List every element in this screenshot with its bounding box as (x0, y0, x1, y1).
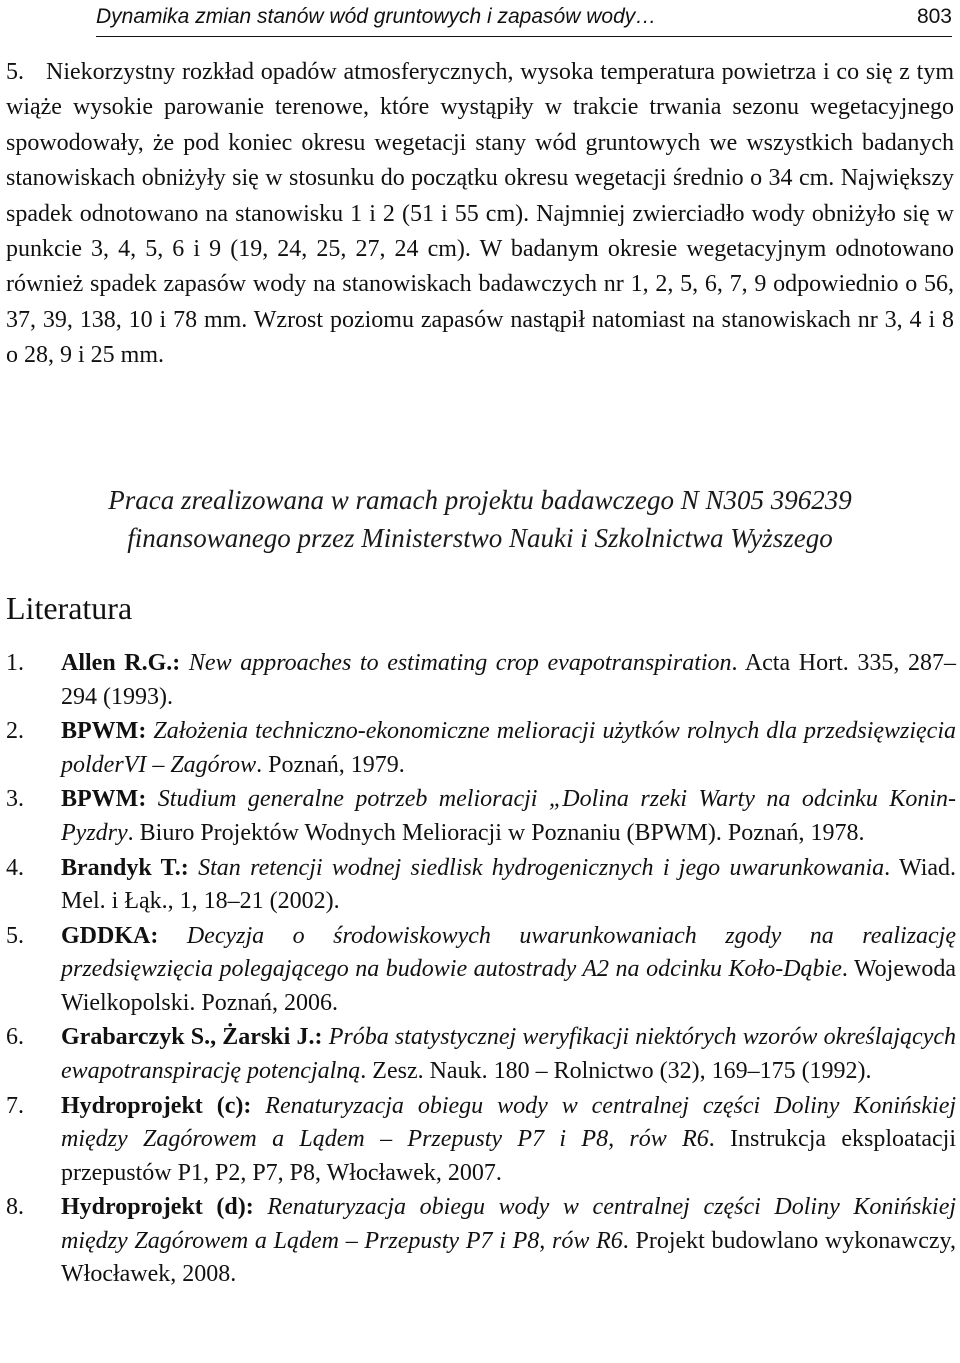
acknowledgement-line-1: Praca zrealizowana w ramach projektu badawczego N N305 396239 (108, 485, 852, 515)
reference-details: . Acta Hort. 335, 287–294 (1993). (61, 650, 956, 710)
reference-authors: GDDKA: (61, 922, 159, 949)
reference-authors: Brandyk T.: (61, 854, 189, 881)
reference-number: 4. (6, 854, 24, 881)
reference-title: Studium generalne potrzeb melioracji „Dolina rzeki Warty na odcinku Konin-Pyzdry (61, 786, 956, 846)
reference-details: . Wojewoda Wielkopolski. Poznań, 2006. (61, 956, 956, 1016)
reference-item (6, 715, 956, 782)
acknowledgement-line-2: finansowanego przez Ministerstwo Nauki i Szkolnictwa Wyższego (127, 523, 833, 553)
reference-title: New approaches to estimating crop evapotranspiration (188, 650, 732, 676)
reference-title: Stan retencji wodnej siedlisk hydrogenicznych i jego uwarunkowania (198, 854, 885, 881)
reference-item (6, 1021, 956, 1088)
reference-details: . Instrukcja eksploatacji przepustów P1, P2, P7, P8, Włocławek, 2007. (61, 1126, 956, 1186)
reference-number: 1. (6, 650, 24, 676)
reference-number: 2. (6, 718, 24, 745)
reference-authors: BPWM: (61, 718, 147, 745)
conclusion-paragraph (6, 55, 954, 374)
reference-title: Założenia techniczno-ekonomiczne melioracji użytków rolnych dla przedsięwzięcia polderVI – Zagórow (61, 718, 956, 778)
reference-authors: Allen R.G.: (61, 650, 181, 676)
reference-item (6, 1191, 956, 1292)
reference-number: 8. (6, 1194, 24, 1221)
reference-item (6, 783, 956, 850)
running-header (96, 2, 952, 37)
reference-details: . Poznań, 1979. (256, 751, 405, 778)
reference-number: 7. (6, 1092, 24, 1119)
running-title: Dynamika zmian stanów wód gruntowych i zapasów wody… (96, 5, 657, 28)
reference-item (6, 852, 956, 919)
reference-number: 3. (6, 786, 24, 813)
reference-title: Renaturyzacja obiegu wody w centralnej części Doliny Konińskiej między Zagórowem a Lądem – Przepusty P7 i P8, rów R6 (61, 1194, 957, 1254)
reference-item (6, 1090, 956, 1191)
reference-authors: Hydroprojekt (c): (61, 1092, 252, 1119)
reference-authors: Hydroprojekt (d): (61, 1194, 254, 1221)
reference-number: 6. (6, 1024, 24, 1051)
conclusion-text: Niekorzystny rozkład opadów atmosferycznych, wysoka temperatura powietrza i co się z tym wiąże wysokie parowanie terenowe, które wystąpiły w trakcie trwania sezonu wegetacyjnego spowodowały, że pod koniec okresu wegetacji stany wód gruntowych we wszystkich badanych stanowiskach obniżyły się w stosunku do początku okresu wegetacji średnio o 34 cm. Największy spadek odnotowano na stanowisku 1 i 2 (51 i 55 cm). Najmniej zwierciadło wody obniżyło się w punkcie 3, 4, 5, 6 i 9 (19, 24, 25, 27, 24 cm). W badanym okresie wegetacyjnym odnotowano również spadek zapasów wody na stanowiskach badawczych nr 1, 2, 5, 6, 7, 9 odpowiednio o 56, 37, 39, 138, 10 i 78 mm. Wzrost poziomu zapasów nastąpił natomiast na stanowiskach nr 3, 4 i 8 o 28, 9 i 25 mm. (6, 59, 954, 369)
reference-title: Decyzja o środowiskowych uwarunkowaniach zgody na realizację przedsięwzięcia polegającego na budowie autostrady A2 na odcinku Koło-Dąbie (61, 922, 957, 983)
reference-authors: Grabarczyk S., Żarski J.: (61, 1024, 323, 1051)
reference-details: . Projekt budowlano wykonawczy, Włocławek, 2008. (61, 1227, 956, 1288)
reference-details: . Wiad. Mel. i Łąk., 1, 18–21 (2002). (61, 854, 957, 915)
reference-authors: BPWM: (61, 786, 147, 813)
literature-heading: Literatura (6, 590, 133, 626)
reference-details: . Zesz. Nauk. 180 – Rolnictwo (32), 169–175 (1992). (360, 1057, 872, 1084)
acknowledgement (0, 481, 960, 557)
reference-item (6, 920, 956, 1021)
page-number: 803 (916, 5, 952, 28)
conclusion-number: 5. (6, 59, 24, 85)
reference-item (6, 647, 956, 714)
reference-details: . Biuro Projektów Wodnych Melioracji w Poznaniu (BPWM). Poznań, 1978. (127, 819, 865, 846)
reference-title: Renaturyzacja obiegu wody w centralnej części Doliny Konińskiej między Zagórowem a Lądem – Przepusty P7 i P8, rów R6 (61, 1092, 957, 1153)
reference-title: Próba statystycznej weryfikacji niektórych wzorów określających ewapotranspirację potencjalną (61, 1024, 956, 1084)
reference-number: 5. (6, 922, 24, 949)
reference-list (6, 647, 956, 1293)
